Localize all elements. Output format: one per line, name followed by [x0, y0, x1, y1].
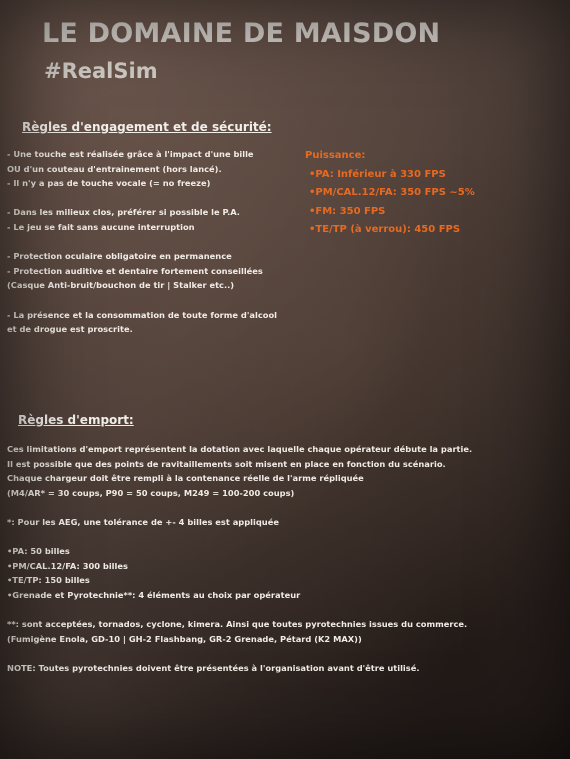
page-title: LE DOMAINE DE MAISDON	[42, 18, 441, 49]
power-heading: Puissance:	[305, 150, 366, 161]
emport-spacer	[7, 646, 472, 661]
emport-line: •PM/CAL.12/FA: 300 billes	[7, 560, 128, 571]
emport-line: (M4/AR* = 30 coups, P90 = 50 coups, M249 = 100-200 coups)	[7, 487, 295, 498]
rule-spacer	[7, 235, 277, 250]
emport-line: •TE/TP: 150 billes	[7, 575, 90, 586]
rule-line: - Dans les milieux clos, préférer si possible le P.A.	[7, 207, 240, 218]
power-item: •PA: Inférieur à 330 FPS	[309, 168, 446, 180]
emport-rules	[7, 442, 472, 676]
power-item: •PM/CAL.12/FA: 350 FPS ~5%	[309, 187, 475, 198]
emport-spacer	[7, 500, 472, 515]
rule-spacer	[7, 293, 277, 308]
rule-line: (Casque Anti-bruit/bouchon de tir | Stalker etc..)	[7, 280, 235, 291]
rule-line: - Protection oculaire obligatoire en permanence	[7, 251, 232, 262]
emport-line: **: sont acceptées, tornados, cyclone, kimera. Ainsi que toutes pyrotechnies issues du commerce.	[7, 619, 468, 630]
emport-spacer	[7, 603, 472, 618]
power-item: •TE/TP (à verrou): 450 FPS	[309, 224, 461, 235]
rule-line: - La présence et la consommation de toute forme d'alcool	[7, 309, 277, 320]
rule-line: et de drogue est proscrite.	[7, 324, 133, 335]
engagement-rules	[7, 147, 277, 337]
rule-line: - Il n'y a pas de touche vocale (= no freeze)	[7, 178, 211, 189]
rule-line: - Une touche est réalisée grâce à l'impact d'une bille	[7, 149, 254, 159]
rule-spacer	[7, 191, 277, 206]
engagement-heading: Règles d'engagement et de sécurité:	[22, 120, 272, 134]
emport-line: Il est possible que des points de ravitaillements soit misent en place en fonction du scénario.	[7, 458, 446, 469]
rule-line: - Protection auditive et dentaire fortement conseillées	[7, 265, 263, 276]
emport-spacer	[7, 530, 472, 545]
power-item: •FM: 350 FPS	[309, 205, 386, 217]
rule-line: OU d'un couteau d'entrainement (hors lancé).	[7, 163, 222, 174]
emport-line: Chaque chargeur doit être rempli à la contenance réelle de l'arme répliquée	[7, 473, 364, 484]
emport-line: •PA: 50 billes	[7, 546, 70, 557]
emport-heading: Règles d'emport:	[18, 413, 134, 427]
page-subtitle: #RealSim	[44, 59, 158, 83]
emport-line: Ces limitations d'emport représentent la dotation avec laquelle chaque opérateur débute la partie.	[7, 444, 473, 454]
emport-line: *: Pour les AEG, une tolérance de +- 4 billes est appliquée	[7, 516, 279, 527]
emport-line: (Fumigène Enola, GD-10 | GH-2 Flashbang, GR-2 Grenade, Pétard (K2 MAX))	[7, 633, 362, 644]
emport-note: NOTE: Toutes pyrotechnies doivent être présentées à l'organisation avant d'être utilisé.	[7, 662, 420, 673]
power-limits	[305, 147, 475, 240]
emport-line: •Grenade et Pyrotechnie**: 4 éléments au choix par opérateur	[7, 589, 301, 600]
rule-line: - Le jeu se fait sans aucune interruption	[7, 221, 195, 232]
